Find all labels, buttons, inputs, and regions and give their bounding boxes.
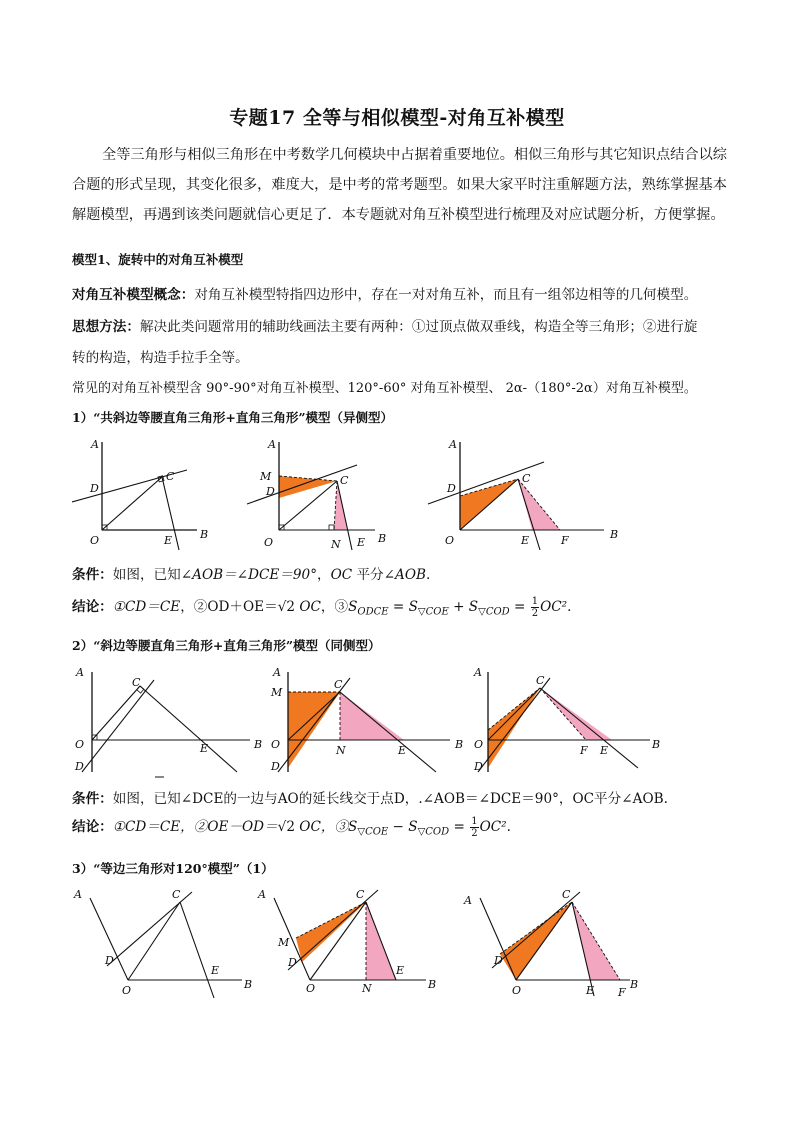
area-sub2: ▽COE: [417, 606, 449, 618]
label-D: D: [266, 485, 275, 498]
area-tail: OC²: [540, 599, 568, 615]
method-label: 思想方法：: [72, 319, 140, 335]
label-D: D: [271, 760, 280, 773]
area-sub1: ODCE: [357, 606, 389, 618]
label-A: A: [474, 666, 482, 679]
method-text-1: 解决此类问题常用的辅助线画法主要有两种：①过顶点做双垂线，构造全等三角形；②进行旋: [139, 319, 698, 335]
area-minus: − S: [388, 819, 418, 835]
condition-bisect: 平分: [356, 567, 384, 583]
label-B: B: [254, 738, 263, 751]
area-sub3: ▽COD: [478, 606, 510, 618]
label-O: O: [122, 984, 132, 997]
fig-3b: [257, 888, 436, 995]
label-B: B: [244, 978, 253, 991]
sqrt2: √2: [277, 599, 295, 615]
condition-eq: ∠AOB＝∠DCE＝90°: [180, 567, 317, 583]
figure-row-2: [72, 660, 672, 780]
concept-label: 对角互补模型概念：: [72, 287, 195, 303]
model1-common: 常见的对角互补模型含 90°-90°对角互补模型、120°-60° 对角互补模型、 2α-（180°-2α）对角互补模型。: [72, 381, 697, 396]
condition-oc: OC: [330, 567, 353, 583]
fig-1b: [247, 438, 386, 551]
label-M: M: [260, 470, 272, 483]
fig-1c: [428, 438, 618, 550]
model1-heading: 模型1、旋转中的对角互补模型: [72, 252, 244, 267]
sqrt2: √2: [277, 819, 295, 835]
condition-comma: ，: [317, 567, 331, 583]
label-A: A: [76, 666, 84, 679]
sub2-heading: 2）“斜边等腰直角三角形+直角三角形”模型（同侧型）: [72, 638, 381, 653]
concept-text: 对角互补模型特指四边形中，存在一对对角互补，而且有一组邻边相等的几何模型。: [194, 287, 698, 303]
sub2-condition: [72, 787, 668, 807]
label-E: E: [396, 964, 405, 977]
area-sub2: ▽COD: [417, 826, 450, 838]
sub1-heading: 1）“共斜边等腰直角三角形+直角三角形”模型（异侧型）: [72, 410, 394, 425]
condition-pre: 如图，已知: [112, 567, 181, 583]
conclusion-3: ，③: [320, 599, 349, 615]
label-F: F: [561, 534, 569, 547]
label-C: C: [536, 674, 545, 687]
label-D: D: [75, 760, 84, 773]
label-A: A: [449, 438, 457, 451]
label-E: E: [164, 534, 173, 547]
label-C: C: [172, 888, 181, 901]
label-B: B: [610, 528, 619, 541]
model1-method-line2: 转的构造，构造手拉手全等。: [72, 350, 249, 366]
label-O: O: [474, 738, 484, 751]
model1-method-line1: [72, 315, 697, 335]
label-A: A: [268, 438, 276, 451]
label-A: A: [91, 438, 99, 451]
area-plus: + S: [448, 599, 479, 615]
label-O: O: [264, 536, 274, 549]
label-N: N: [336, 744, 346, 757]
label-D: D: [105, 954, 114, 967]
label-C: C: [334, 678, 343, 691]
conclusion-1: ①CD＝CE，②OE－OD＝: [112, 819, 278, 835]
label-E: E: [211, 964, 220, 977]
fraction-half: $\frac{1}{2}$: [531, 596, 539, 619]
label-A: A: [258, 888, 266, 901]
label-C: C: [562, 888, 571, 901]
label-M: M: [278, 936, 290, 949]
label-B: B: [652, 738, 661, 751]
conclusion-2: ，②OD＋OE＝: [180, 599, 278, 615]
label-B: B: [428, 978, 437, 991]
label-A: A: [74, 888, 82, 901]
label-A: A: [464, 894, 472, 907]
sub1-condition: 条件：如图，已知∠AOB＝∠DCE＝90°，OC 平分∠AOB.: [72, 567, 431, 583]
label-D: D: [494, 954, 503, 967]
label-M: M: [271, 686, 283, 699]
label-O: O: [271, 738, 281, 751]
sub1-conclusion: 结论：①CD＝CE，②OD＋OE＝√2 OC，$③S_{ODCE} = S_{▽COE} + S_{▽COD}$ = $\frac{1}{2}$ OC².: [72, 596, 572, 619]
label-C: C: [166, 470, 175, 483]
label-E: E: [600, 744, 609, 757]
area-sub1: ▽COE: [357, 826, 389, 838]
label-B: B: [200, 528, 209, 541]
label-C: C: [522, 472, 531, 485]
condition-label: 条件：: [72, 791, 113, 807]
label-F: F: [618, 986, 626, 999]
label-O: O: [445, 534, 455, 547]
fig-1a: [72, 438, 208, 550]
label-D: D: [90, 482, 99, 495]
intro-paragraph: 全等三角形与相似三角形在中考数学几何模块中占据着重要地位。相似三角形与其它知识点结合以综合题的形式呈现，其变化很多，难度大，是中考的常考题型。如果大家平时注重解题方法，熟练掌握基本解题模型，再遇到该类问题就信心更足了．本专题就对角互补模型进行梳理及对应试题分析，方便掌握。: [72, 147, 727, 223]
label-E: E: [586, 984, 595, 997]
label-E: E: [357, 536, 366, 549]
sub2-conclusion: 结论：①CD＝CE，②OE－OD＝√2 OC，$③S_{▽COE} - S_{▽COD}$ = $\frac{1}{2}$ OC².: [72, 816, 511, 839]
label-O: O: [512, 984, 522, 997]
conclusion-1: ①CD＝CE: [112, 599, 181, 615]
fig-3c: [463, 888, 638, 999]
label-D: D: [474, 760, 483, 773]
condition-aob: ∠AOB: [383, 567, 426, 583]
label-N: N: [331, 538, 341, 551]
conclusion-2-tail: OC，③: [294, 819, 349, 835]
label-F: F: [580, 744, 588, 757]
conclusion-2-tail: OC: [295, 599, 321, 615]
label-C: C: [356, 888, 365, 901]
model1-concept: [72, 283, 697, 303]
area-s1: S: [348, 819, 358, 835]
fig-2b: [270, 666, 463, 773]
sub3-heading: 3）“等边三角形对120°模型”（1）: [72, 861, 274, 876]
label-O: O: [75, 738, 85, 751]
fraction-half: $\frac{1}{2}$: [471, 816, 478, 839]
label-O: O: [90, 534, 100, 547]
label-B: B: [378, 532, 387, 545]
label-N: N: [362, 982, 372, 995]
label-O: O: [306, 982, 316, 995]
conclusion-label: 结论：: [72, 599, 113, 615]
figure-row-1: [72, 432, 632, 552]
area-s1: S: [348, 599, 358, 615]
label-E: E: [398, 744, 407, 757]
label-E: E: [200, 742, 209, 755]
area-tail: OC²: [479, 819, 507, 835]
label-B: B: [630, 978, 639, 991]
label-C: C: [340, 474, 349, 487]
label-C: C: [132, 676, 141, 689]
fig-2a: [74, 666, 262, 777]
area-eq2: =: [509, 599, 530, 615]
fig-3a: [73, 888, 252, 998]
page-title: 专题17 全等与相似模型-对角互补模型: [229, 107, 565, 129]
fig-2c: [473, 666, 660, 773]
condition-label: 条件：: [72, 567, 113, 583]
area-eq: = S: [388, 599, 418, 615]
condition-text: 如图，已知∠DCE的一边与AO的延长线交于点D，.∠AOB＝∠DCE＝90°，OC平分∠AOB.: [112, 791, 668, 807]
label-A: A: [273, 666, 281, 679]
figure-row-3: [72, 882, 662, 1002]
label-B: B: [455, 738, 464, 751]
label-D: D: [288, 956, 297, 969]
label-D: D: [447, 482, 456, 495]
area-eq: =: [449, 819, 470, 835]
label-E: E: [521, 534, 530, 547]
conclusion-label: 结论：: [72, 819, 113, 835]
